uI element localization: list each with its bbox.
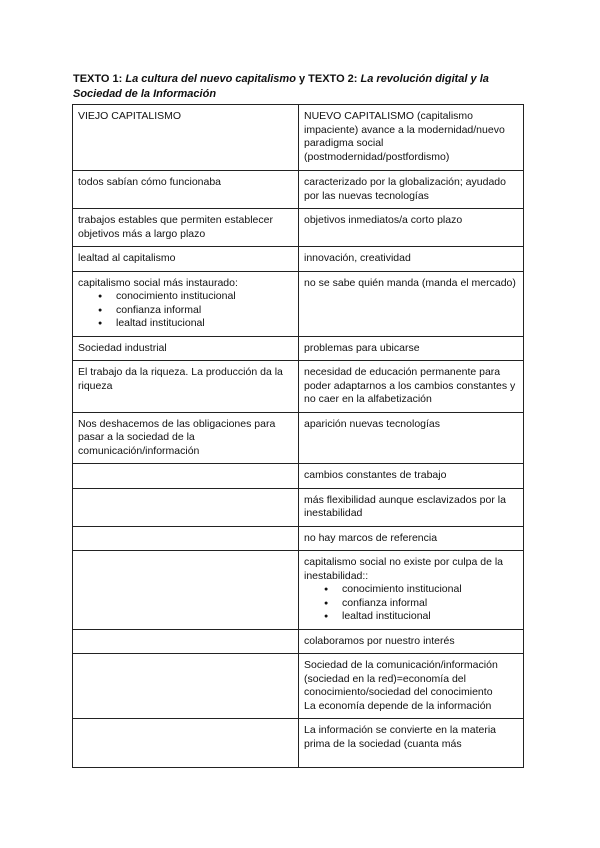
title-prefix: TEXTO 1: — [73, 73, 126, 85]
cell-text-extra: La economía depende de la información — [304, 699, 492, 712]
table-cell-left — [73, 209, 299, 247]
table-cell-left — [73, 551, 299, 630]
table-row — [73, 336, 524, 361]
list-item: ● conocimiento institucional — [116, 290, 293, 304]
list-item: ● lealtad institucional — [116, 317, 293, 331]
table-cell-left — [73, 526, 299, 551]
table-cell-left — [73, 412, 299, 464]
table-cell-left — [73, 654, 299, 719]
table-cell-right — [299, 271, 524, 336]
cell-text: capitalismo social más instaurado: — [78, 276, 238, 289]
table-cell-right — [299, 361, 524, 413]
table-cell-right — [299, 464, 524, 489]
table-cell-right — [299, 105, 524, 171]
cell-text: La información se convierte en la materia prima de la sociedad (cuanta más — [304, 724, 497, 750]
title-mid: y TEXTO 2: — [295, 73, 361, 85]
bullet-list — [78, 290, 293, 331]
cell-text: colaboramos por nuestro interés — [304, 634, 455, 647]
table-row — [73, 464, 524, 489]
table-cell-left — [73, 105, 299, 171]
cell-text: VIEJO CAPITALISMO — [78, 110, 182, 122]
cell-text: NUEVO CAPITALISMO (capitalismo impaciente) avance a la modernidad/nuevo paradigma social (postmodernidad/postfordismo) — [304, 110, 505, 163]
table-row — [73, 361, 524, 413]
cell-text: innovación, creatividad — [304, 252, 411, 264]
table-row — [73, 209, 524, 247]
cell-text: Nos deshacemos de las obligaciones para pasar a la sociedad de la comunicación/información — [78, 417, 276, 457]
cell-text: capitalismo social no existe por culpa de la inestabilidad:: — [304, 556, 504, 582]
cell-text: Sociedad industrial — [78, 341, 167, 354]
table-cell-right — [299, 654, 524, 719]
table-cell-right — [299, 247, 524, 272]
cell-text: objetivos inmediatos/a corto plazo — [304, 214, 463, 226]
cell-text: lealtad al capitalismo — [78, 252, 176, 264]
table-cell-left — [73, 488, 299, 526]
document-title — [73, 72, 533, 102]
table-cell-left — [73, 336, 299, 361]
table-cell-right — [299, 171, 524, 209]
table-cell-right — [299, 209, 524, 247]
cell-text: más flexibilidad aunque esclavizados por la inestabilidad — [304, 493, 506, 519]
table-row — [73, 488, 524, 526]
table-cell-right — [299, 719, 524, 768]
title-text2: La revolución digital y la Sociedad de la Información — [73, 73, 489, 100]
cell-text: Sociedad de la comunicación/información (sociedad en la red)=economía del conocimiento/sociedad del conocimiento — [304, 659, 498, 698]
table-cell-right — [299, 526, 524, 551]
table-cell-right — [299, 629, 524, 654]
cell-text: caracterizado por la globalización; ayudado por las nuevas tecnologías — [304, 176, 506, 202]
cell-text: no se sabe quién manda (manda el mercado) — [304, 276, 516, 289]
table-cell-left — [73, 247, 299, 272]
list-item: ● lealtad institucional — [342, 610, 518, 624]
table-cell-left — [73, 464, 299, 489]
comparison-table — [72, 104, 524, 768]
table-row — [73, 719, 524, 768]
table-cell-left — [73, 361, 299, 413]
cell-text: trabajos estables que permiten establecer objetivos más a largo plazo — [78, 214, 273, 240]
cell-text: cambios constantes de trabajo — [304, 469, 447, 481]
table-row — [73, 551, 524, 630]
cell-text: necesidad de educación permanente para poder adaptarnos a los cambios constantes y no caer en la alfabetización — [304, 366, 516, 405]
table-row — [73, 171, 524, 209]
table-row — [73, 247, 524, 272]
list-item: ● confianza informal — [116, 304, 293, 318]
cell-text: El trabajo da la riqueza. La producción da la riqueza — [78, 366, 283, 392]
table-cell-left — [73, 171, 299, 209]
table-cell-left — [73, 719, 299, 768]
table-row — [73, 105, 524, 171]
table-cell-left — [73, 271, 299, 336]
bullet-list — [304, 583, 518, 624]
table-row — [73, 654, 524, 719]
list-item: ● conocimiento institucional — [342, 583, 518, 597]
list-item: ● confianza informal — [342, 597, 518, 611]
cell-text: aparición nuevas tecnologías — [304, 417, 441, 430]
table-cell-right — [299, 336, 524, 361]
cell-text: todos sabían cómo funcionaba — [78, 176, 222, 188]
table-row — [73, 526, 524, 551]
cell-text: no hay marcos de referencia — [304, 531, 438, 544]
table-cell-right — [299, 412, 524, 464]
table-row — [73, 271, 524, 336]
table-cell-left — [73, 629, 299, 654]
table-cell-right — [299, 551, 524, 630]
table-cell-right — [299, 488, 524, 526]
title-text1: La cultura del nuevo capitalismo — [125, 73, 296, 85]
table-row — [73, 629, 524, 654]
cell-text: problemas para ubicarse — [304, 341, 420, 354]
table-row — [73, 412, 524, 464]
